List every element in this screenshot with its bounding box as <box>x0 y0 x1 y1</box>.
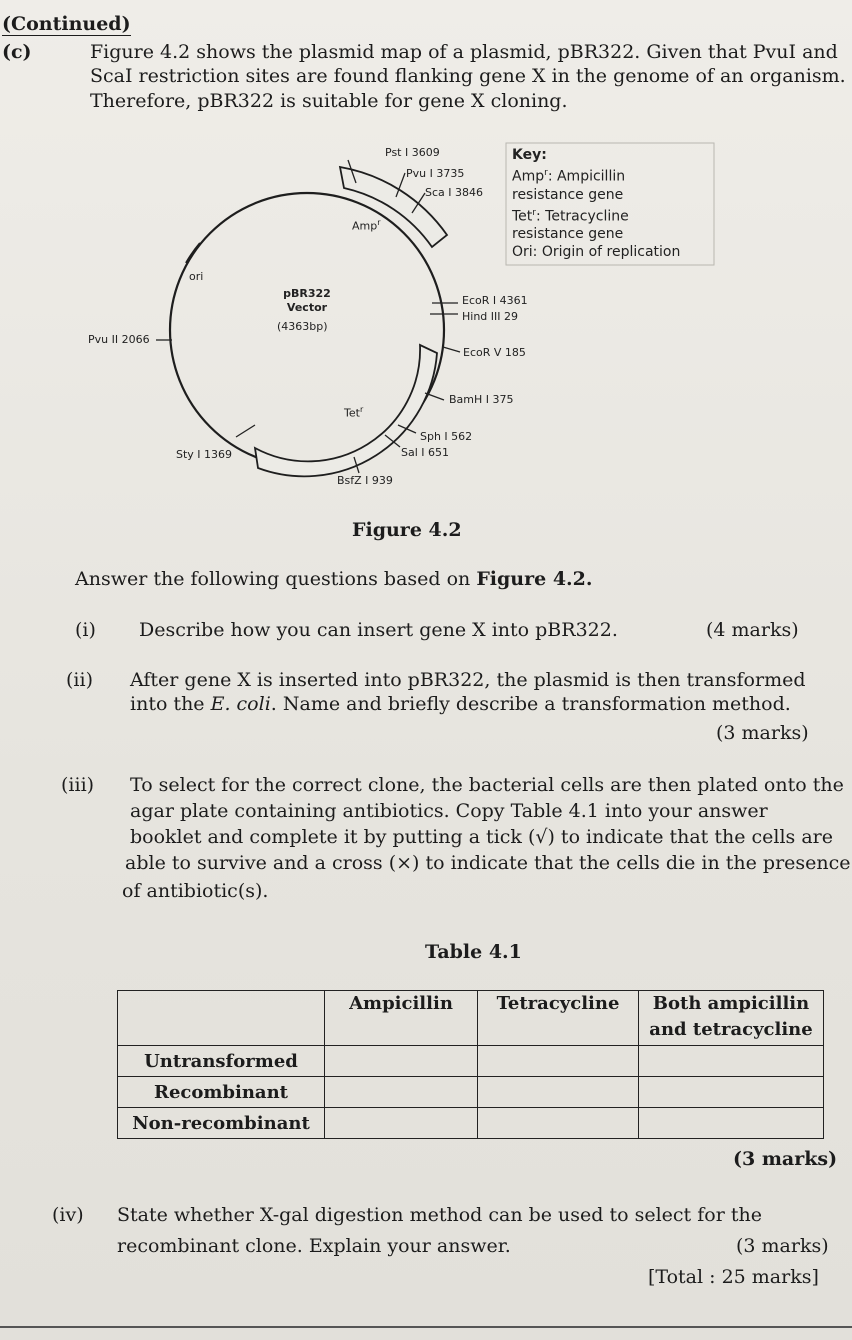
q3-number: (iii) <box>61 774 95 796</box>
q1-marks: (4 marks) <box>706 619 799 641</box>
part-c-line-2: ScaI restriction sites are found flanking gene X in the genome of an organism. <box>90 65 846 87</box>
table-row <box>118 1077 824 1108</box>
figure-key <box>512 146 680 261</box>
q2-marks: (3 marks) <box>716 722 809 744</box>
plasmid-type: Vector <box>286 301 328 314</box>
row-label-non-recombinant: Non-recombinant <box>118 1108 325 1139</box>
table-cell <box>478 1077 639 1108</box>
instructions: Answer the following questions based on Figure 4.2. <box>75 568 593 590</box>
row-label-recombinant: Recombinant <box>118 1077 325 1108</box>
table-header-tetracycline: Tetracycline <box>478 991 639 1046</box>
table-header-blank <box>118 991 325 1046</box>
part-c-label: (c) <box>2 41 32 63</box>
table-cell <box>478 1046 639 1077</box>
site-ecorv: EcoR V 185 <box>463 346 526 359</box>
ecorv-tick <box>443 347 460 352</box>
q3-marks: (3 marks) <box>733 1148 838 1170</box>
q3-line3: booklet and complete it by putting a tick (√) to indicate that the cells are <box>130 826 833 848</box>
page-bottom-rule <box>0 1326 852 1328</box>
site-bsz: BsfZ I 939 <box>337 474 393 487</box>
key-amp-line2: resistance gene <box>512 186 624 203</box>
key-ori-line: Ori: Origin of replication <box>512 244 681 261</box>
table-cell <box>639 1046 824 1077</box>
ori-marker <box>186 243 200 263</box>
part-c-line-1: Figure 4.2 shows the plasmid map of a plasmid, pBR322. Given that PvuI and <box>90 41 838 63</box>
q1-text: Describe how you can insert gene X into pBR322. <box>139 619 618 641</box>
plasmid-name: pBR322 <box>283 287 331 300</box>
site-pvu2: Pvu II 2066 <box>88 333 150 346</box>
table-row <box>118 1046 824 1077</box>
table-header-both: Both ampicillin and tetracycline <box>639 991 824 1046</box>
site-pst: Pst I 3609 <box>385 146 440 159</box>
site-pvu1: Pvu I 3735 <box>406 167 465 180</box>
site-sal: Sal I 651 <box>401 446 450 459</box>
site-hind: Hind III 29 <box>462 310 519 323</box>
sty-tick <box>236 425 255 437</box>
amp-gene-label: Amp$^r$ <box>352 218 381 233</box>
row-label-untransformed: Untransformed <box>118 1046 325 1077</box>
site-bamh: BamH I 375 <box>449 393 514 406</box>
q3-line1: To select for the correct clone, the bacterial cells are then plated onto the <box>130 774 844 796</box>
table-cell <box>325 1046 478 1077</box>
q4-line1: State whether X-gal digestion method can be used to select for the <box>117 1204 762 1226</box>
table-cell <box>478 1108 639 1139</box>
key-title: Key: <box>512 147 547 163</box>
key-tet-line2: resistance gene <box>512 226 624 243</box>
total-marks: [Total : 25 marks] <box>648 1266 819 1288</box>
table-cell <box>639 1077 824 1108</box>
site-sph: Sph I 562 <box>420 430 473 443</box>
table-header-ampicillin: Ampicillin <box>325 991 478 1046</box>
q2-line2: into the E. coli. Name and briefly describe a transformation method. <box>130 693 791 715</box>
q4-marks: (3 marks) <box>736 1235 829 1257</box>
plasmid-size: (4363bp) <box>277 320 328 333</box>
continued-label: (Continued) <box>2 13 131 35</box>
q2-line1: After gene X is inserted into pBR322, the plasmid is then transformed <box>130 669 806 691</box>
q3-line4: able to survive and a cross (×) to indicate that the cells die in the presence <box>125 852 851 874</box>
q3-line5: of antibiotic(s). <box>122 880 269 902</box>
q1-number: (i) <box>75 619 96 641</box>
tet-gene-label: Tet$^r$ <box>344 405 364 420</box>
key-amp-line1: Amp$^r$: Ampicillin <box>512 168 626 185</box>
q4-number: (iv) <box>52 1204 84 1226</box>
table-cell <box>325 1108 478 1139</box>
table-row <box>118 1108 824 1139</box>
table-4-1 <box>117 990 824 1139</box>
table-header-row <box>118 991 824 1046</box>
table-cell <box>325 1077 478 1108</box>
part-c-line-3: Therefore, pBR322 is suitable for gene X cloning. <box>90 90 568 112</box>
figure-caption: Figure 4.2 <box>352 519 462 541</box>
ori-label: ori <box>189 270 204 283</box>
table-cell <box>639 1108 824 1139</box>
table-caption: Table 4.1 <box>425 941 522 963</box>
q3-line2: agar plate containing antibiotics. Copy Table 4.1 into your answer <box>130 800 768 822</box>
q4-line2: recombinant clone. Explain your answer. <box>117 1235 511 1257</box>
site-ecori: EcoR I 4361 <box>462 294 528 307</box>
key-tet-line1: Tet$^r$: Tetracycline <box>512 207 629 225</box>
q2-number: (ii) <box>66 669 93 691</box>
site-sca: Sca I 3846 <box>425 186 484 199</box>
site-sty: Sty I 1369 <box>176 448 233 461</box>
